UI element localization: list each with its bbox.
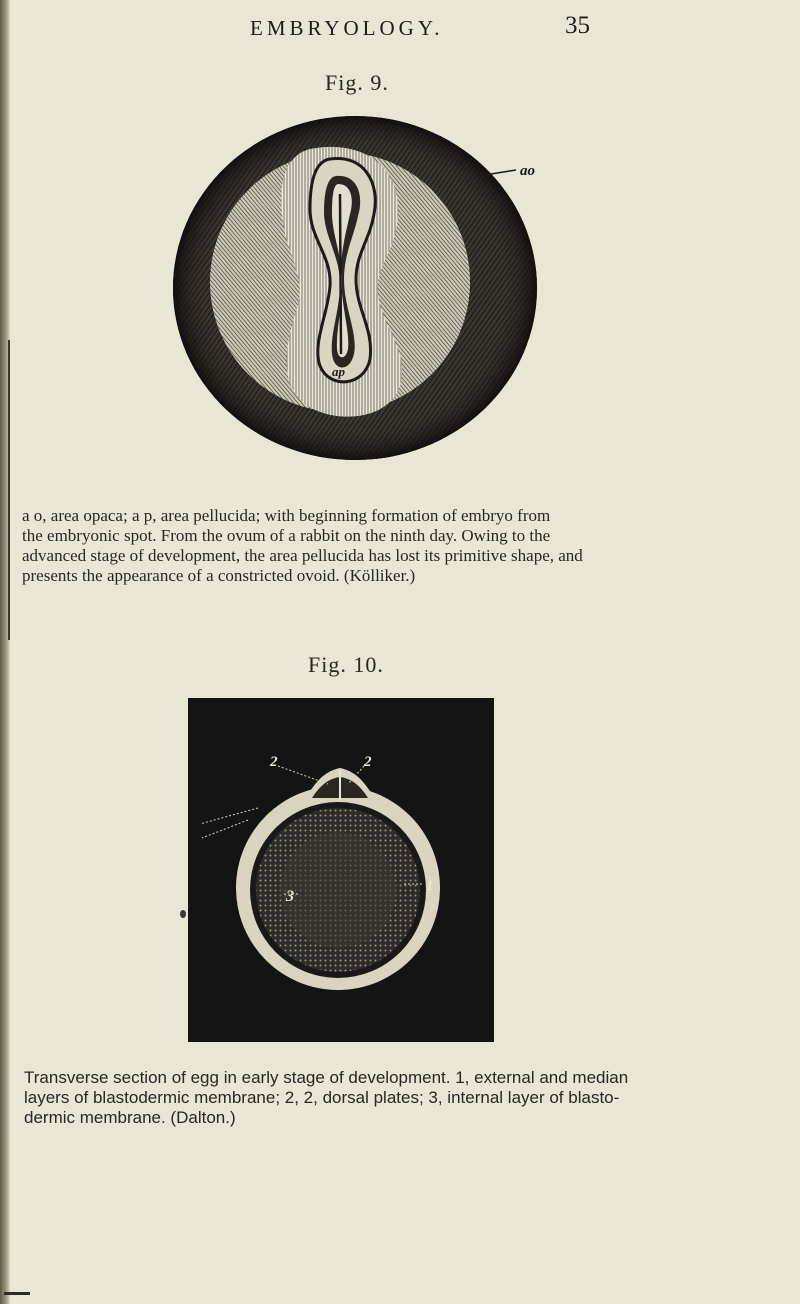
ink-speck	[180, 910, 186, 918]
callout-2-left: 2	[270, 754, 278, 770]
callout-ap: ap	[332, 364, 345, 379]
callout-2-right: 2	[364, 754, 372, 770]
caption-line: advanced stage of development, the area pellucida has lost its primitive shape, and	[22, 546, 583, 565]
figure-10-label: Fig. 10.	[308, 652, 384, 677]
callout-ao: ao	[520, 163, 535, 179]
margin-rule	[8, 340, 10, 640]
caption-line: presents the appearance of a constricted ovoid. (Kölliker.)	[22, 566, 416, 585]
figure-10-caption	[24, 1068, 784, 1128]
caption-line: Transverse section of egg in early stage of development. 1, external and median	[24, 1068, 629, 1087]
book-spine-shadow	[0, 0, 10, 1304]
figure-9-illustration	[160, 104, 550, 474]
caption-line: a o, area opaca; a p, area pellucida; with beginning formation of embryo from	[22, 506, 551, 525]
figure-9-label: Fig. 9.	[325, 70, 389, 95]
page-header	[250, 12, 590, 44]
caption-line: dermic membrane. (Dalton.)	[24, 1108, 236, 1127]
page-foot-mark	[4, 1292, 30, 1295]
figure-10-illustration	[188, 698, 494, 1042]
callout-3: 3	[286, 888, 294, 905]
callout-1: 1	[426, 878, 434, 894]
figure-9-caption	[22, 506, 762, 586]
running-title: EMBRYOLOGY.	[250, 16, 444, 40]
page-number: 35	[565, 12, 590, 39]
egg-inner-membrane	[250, 802, 426, 978]
caption-line: the embryonic spot. From the ovum of a rabbit on the ninth day. Owing to the	[22, 526, 551, 545]
caption-line: layers of blastodermic membrane; 2, 2, dorsal plates; 3, internal layer of blasto-	[24, 1088, 620, 1107]
